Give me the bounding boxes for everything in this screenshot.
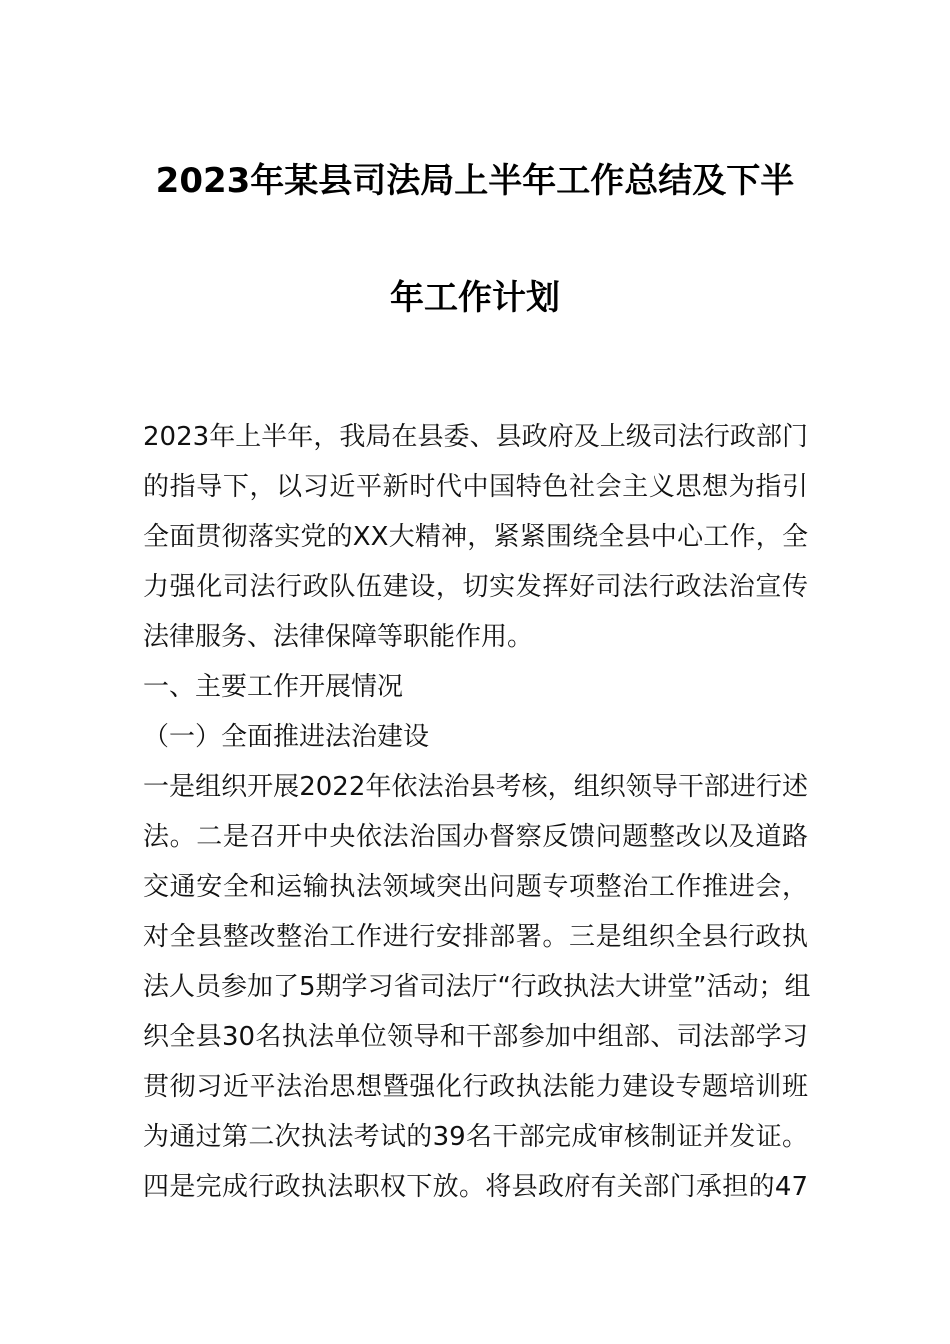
paragraph-intro-line-5: 法律服务、法律保障等职能作用。 — [143, 622, 534, 652]
paragraph-intro-line-4: 力强化司法行政队伍建设，切实发挥好司法行政法治宣传 — [143, 572, 808, 602]
document-body — [143, 412, 811, 1212]
paragraph-intro-line-2: 的指导下，以习近平新时代中国特色社会主义思想为指引 — [143, 472, 808, 502]
paragraph-legal-line-3: 交通安全和运输执法领域突出问题专项整治工作推进会， — [143, 872, 808, 902]
paragraph-legal-line-7: 贯彻习近平法治思想暨强化行政执法能力建设专题培训班 — [143, 1072, 808, 1102]
paragraph-intro-line-3: 全面贯彻落实党的XX大精神，紧紧围绕全县中心工作，全 — [143, 522, 808, 552]
paragraph-legal-line-5: 法人员参加了5期学习省司法厅“行政执法大讲堂”活动；组 — [143, 972, 811, 1002]
document-title-line-2: 年工作计划 — [390, 278, 560, 318]
section-heading-1: 一、主要工作开展情况 — [143, 672, 404, 702]
subsection-heading-1: （一）全面推进法治建设 — [143, 722, 430, 752]
document-title-line-1: 2023年某县司法局上半年工作总结及下半 — [155, 161, 795, 201]
paragraph-legal-line-4: 对全县整改整治工作进行安排部署。三是组织全县行政执 — [143, 922, 808, 952]
paragraph-intro-line-1: 2023年上半年，我局在县委、县政府及上级司法行政部门 — [143, 422, 808, 452]
paragraph-legal-line-1: 一是组织开展2022年依法治县考核，组织领导干部进行述 — [143, 772, 808, 802]
paragraph-legal-line-6: 织全县30名执法单位领导和干部参加中组部、司法部学习 — [143, 1022, 808, 1052]
paragraph-legal-line-2: 法。二是召开中央依法治国办督察反馈问题整改以及道路 — [143, 822, 808, 852]
paragraph-legal-line-8: 为通过第二次执法考试的39名干部完成审核制证并发证。 — [143, 1122, 808, 1152]
paragraph-legal-line-9: 四是完成行政执法职权下放。将县政府有关部门承担的47 — [143, 1172, 808, 1202]
